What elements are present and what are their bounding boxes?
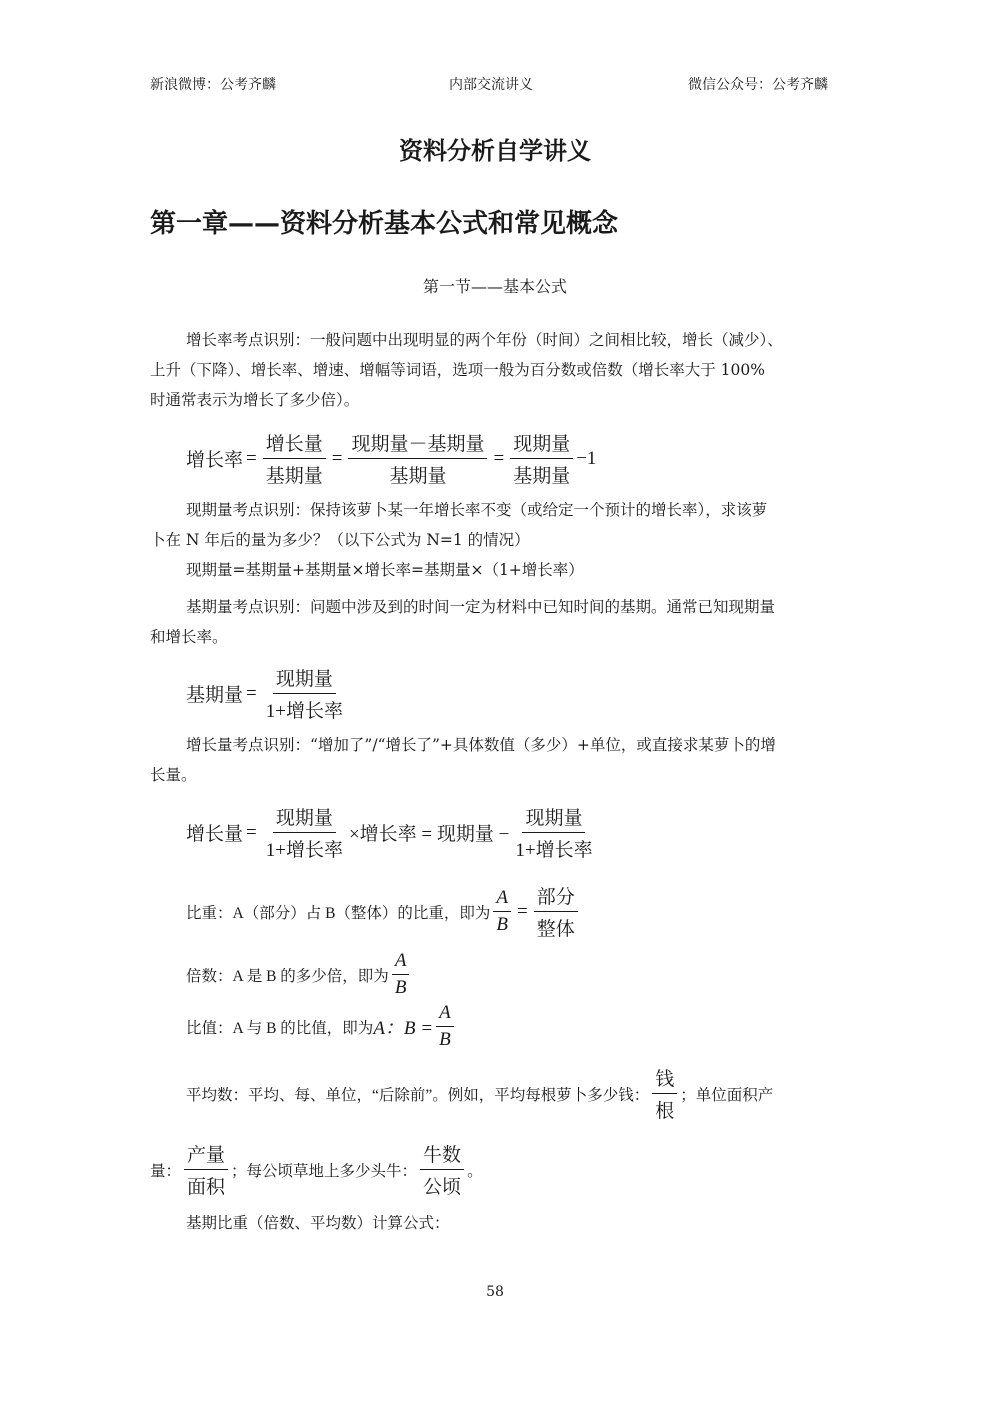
average-line-1: 平均数：平均、每、单位，“后除前”。例如，平均每根萝卜多少钱： $\frac{\text{钱}}{\text{根}}$ ；单位面积产 bbox=[186, 1064, 773, 1123]
growth-rate-formula: 增长率 = $\frac{\text{增长量}}{\text{基期量}}$ = $\frac{\text{现期量－基期量}}{\text{基期量}}$ = $\frac{\text{现期量}}{\text{基期量}}$ −1 bbox=[186, 429, 596, 488]
header-left: 新浪微博：公考齐麟 bbox=[150, 77, 276, 93]
increment-description: 增长量考点识别：“增加了”/“增长了”+具体数值（多少）+单位，或直接求某萝卜的增 长量。 bbox=[150, 736, 776, 784]
proportion-line: 比重：A（部分）占 B（整体）的比重，即为 $\frac{A}{B}$ = $\frac{\text{部分}}{\text{整体}}$ bbox=[186, 882, 581, 941]
fraction: $\frac{A}{B}$ bbox=[436, 1002, 454, 1051]
increment-formula: 增长量 = $\frac{\text{现期量}}{\text{1+增长率}}$ ×增长率 = 现期量 − $\frac{\text{现期量}}{\text{1+增长率}}$ bbox=[186, 803, 599, 862]
fraction: $\frac{\text{产量}}{\text{面积}}$ bbox=[184, 1140, 228, 1199]
fraction: $\frac{\text{牛数}}{\text{公顷}}$ bbox=[420, 1140, 464, 1199]
current-description: 现期量考点识别：保持该萝卜某一年增长率不变（或给定一个预计的增长率），求该萝 卜在 N 年后的量为多少？（以下公式为 N=1 的情况） 现期量=基期量+基期量×增长率=基期量×（1+增长率） bbox=[150, 495, 767, 585]
chapter-heading: 第一章——资料分析基本公式和常见概念 bbox=[150, 209, 619, 239]
ratio-line: 比值：A 与 B 的比值，即为 A：B = $\frac{A}{B}$ bbox=[186, 1002, 457, 1051]
fraction: $\frac{\text{现期量}}{\text{1+增长率}}$ bbox=[512, 803, 595, 862]
growth-rate-description: 增长率考点识别：一般问题中出现明显的两个年份（时间）之间相比较，增长（减少）、 上升（下降）、增长率、增速、增幅等词语，选项一般为百分数或倍数（增长率大于 100% 时通常表示为增长了多少倍）。 bbox=[150, 331, 783, 409]
fraction: $\frac{\text{现期量}}{\text{1+增长率}}$ bbox=[263, 803, 346, 862]
current-formula: 现期量=基期量+基期量×增长率=基期量×（1+增长率） bbox=[186, 561, 584, 579]
base-description: 基期量考点识别：问题中涉及到的时间一定为材料中已知时间的基期。通常已知现期量 和增长率。 bbox=[150, 598, 776, 646]
base-formula: 基期量 = $\frac{\text{现期量}}{\text{1+增长率}}$ bbox=[186, 664, 349, 723]
fraction: $\frac{\text{部分}}{\text{整体}}$ bbox=[534, 882, 578, 941]
fraction: $\frac{\text{钱}}{\text{根}}$ bbox=[652, 1064, 677, 1123]
fraction: $\frac{\text{增长量}}{\text{基期量}}$ bbox=[263, 429, 326, 488]
fraction: $\frac{\text{现期量－基期量}}{\text{基期量}}$ bbox=[348, 429, 487, 488]
document-title: 资料分析自学讲义 bbox=[399, 137, 591, 165]
page-number: 58 bbox=[486, 1284, 504, 1300]
fraction: $\frac{A}{B}$ bbox=[493, 887, 511, 936]
section-heading: 第一节——基本公式 bbox=[422, 277, 567, 296]
fraction: $\frac{\text{现期量}}{\text{基期量}}$ bbox=[510, 429, 573, 488]
header-right: 微信公众号：公考齐麟 bbox=[688, 77, 828, 93]
average-line-2: 量： $\frac{\text{产量}}{\text{面积}}$ ；每公顷草地上多少头牛： $\frac{\text{牛数}}{\text{公顷}}$ 。 bbox=[150, 1140, 483, 1199]
multiple-line: 倍数：A 是 B 的多少倍，即为 $\frac{A}{B}$ bbox=[186, 950, 412, 999]
fraction: $\frac{\text{现期量}}{\text{1+增长率}}$ bbox=[263, 664, 346, 723]
base-ratio-heading: 基期比重（倍数、平均数）计算公式： bbox=[186, 1214, 450, 1232]
header-center: 内部交流讲义 bbox=[449, 77, 533, 93]
fraction: $\frac{A}{B}$ bbox=[392, 950, 410, 999]
